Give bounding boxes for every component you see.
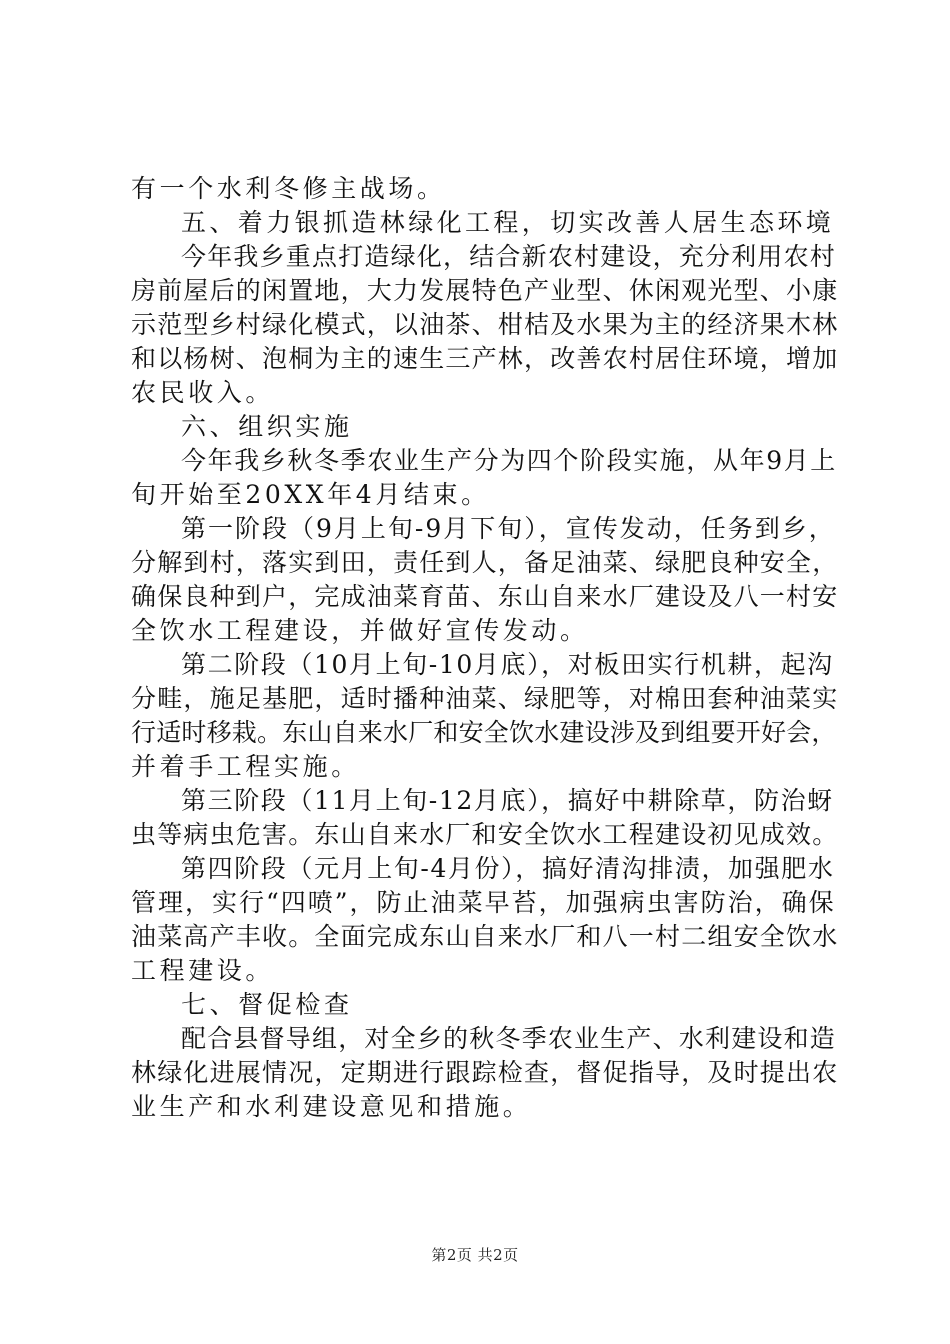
text-line: 管理，实行“四喷”，防止油菜早苔，加强病虫害防治，确保 (131, 888, 836, 917)
text-line: 全饮水工程建设，并做好宣传发动。 (131, 616, 589, 645)
page-number-footer: 第2页 共2页 (431, 1246, 519, 1264)
paragraph-first-line: 第一阶段（9月上旬-9月下旬），宣传发动，任务到乡， (181, 514, 836, 543)
section-heading: 六、组织实施 (181, 412, 353, 441)
text-line: 工程建设。 (131, 956, 275, 985)
text-line: 房前屋后的闲置地，大力发展特色产业型、休闲观光型、小康 (131, 276, 839, 305)
section-heading: 七、督促检查 (181, 990, 353, 1019)
section-heading: 五、着力银抓造林绿化工程，切实改善人居生态环境 (181, 208, 835, 237)
text-line: 示范型乡村绿化模式，以油茶、柑桔及水果为主的经济果木林 (131, 310, 839, 339)
text-line: 农民收入。 (131, 378, 275, 407)
text-line: 确保良种到户，完成油菜育苗、东山自来水厂建设及八一村安 (131, 582, 839, 611)
text-line: 分畦，施足基肥，适时播种油菜、绿肥等，对棉田套种油菜实 (131, 684, 839, 713)
paragraph-first-line: 配合县督导组，对全乡的秋冬季农业生产、水利建设和造 (181, 1024, 837, 1053)
text-line: 业生产和水利建设意见和措施。 (131, 1092, 532, 1121)
text-line: 分解到村，落实到田，责任到人，备足油菜、绿肥良种安全， (131, 548, 839, 577)
text-line: 行适时移栽。东山自来水厂和安全饮水建设涉及到组要开好会， (131, 718, 837, 747)
text-line: 并着手工程实施。 (131, 752, 360, 781)
text-line: 有一个水利冬修主战场。 (131, 174, 446, 203)
text-line: 虫等病虫危害。东山自来水厂和安全饮水工程建设初见成效。 (131, 820, 839, 849)
paragraph-first-line: 今年我乡秋冬季农业生产分为四个阶段实施，从年9月上 (181, 446, 837, 475)
text-line: 油菜高产丰收。全面完成东山自来水厂和八一村二组安全饮水 (131, 922, 839, 951)
paragraph-first-line: 第二阶段（10月上旬-10月底），对板田实行机耕，起沟 (181, 650, 834, 679)
paragraph-first-line: 第四阶段（元月上旬-4月份），搞好清沟排渍，加强肥水 (181, 854, 835, 883)
text-line: 旬开始至20XX年4月结束。 (131, 480, 490, 509)
paragraph-first-line: 今年我乡重点打造绿化，结合新农村建设，充分利用农村 (181, 242, 837, 271)
text-line: 林绿化进展情况，定期进行跟踪检查，督促指导，及时提出农 (131, 1058, 839, 1087)
text-line: 和以杨树、泡桐为主的速生三产林，改善农村居住环境，增加 (131, 344, 839, 373)
paragraph-first-line: 第三阶段（11月上旬-12月底），搞好中耕除草，防治蚜 (181, 786, 834, 815)
